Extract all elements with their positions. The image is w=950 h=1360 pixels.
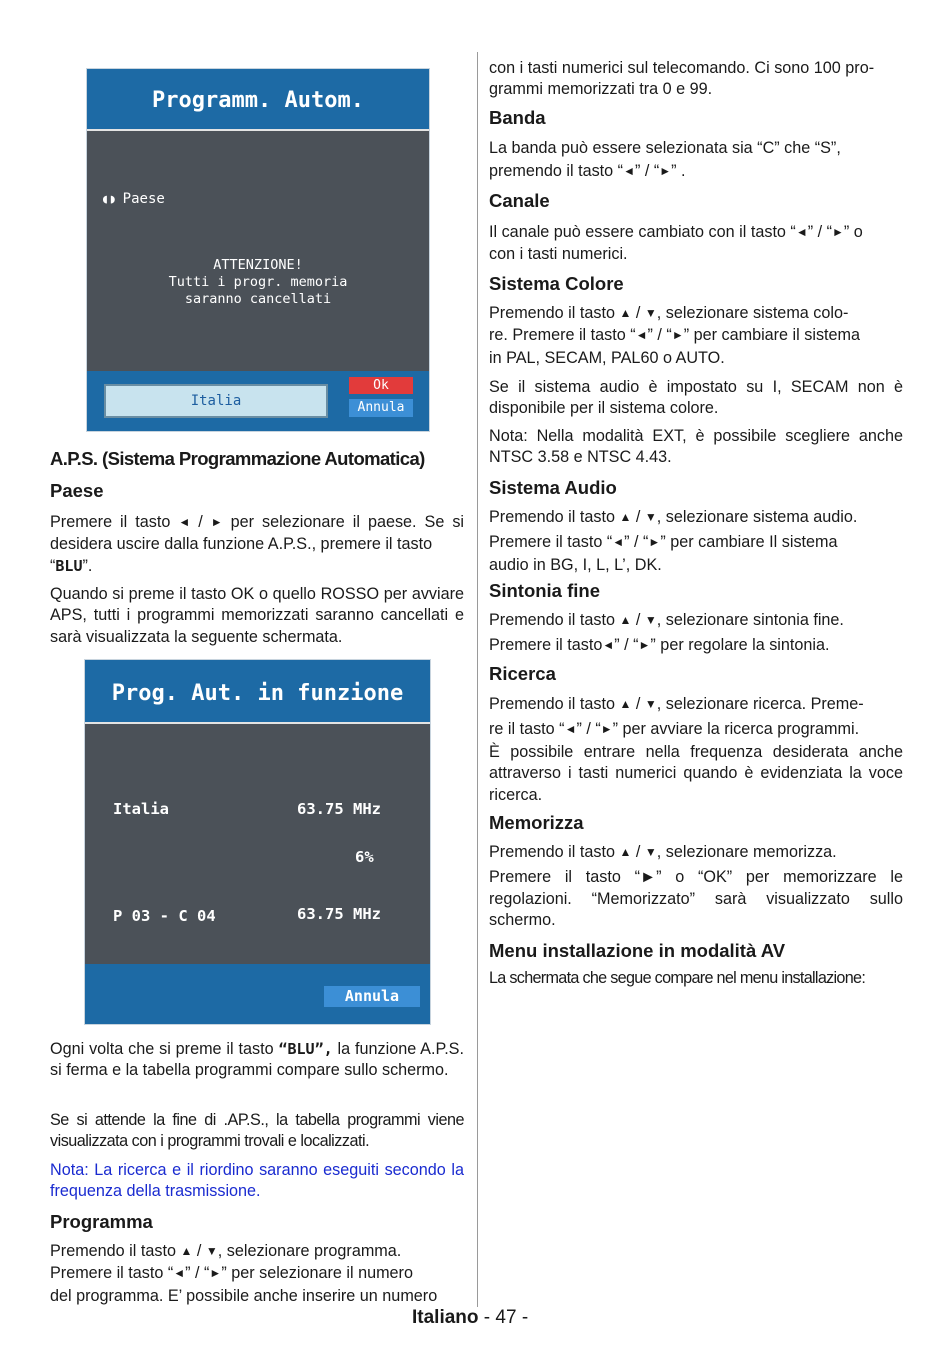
text-span: Ogni volta che si preme il tasto: [50, 1040, 274, 1058]
text-span: Premere il tasto: [50, 513, 171, 531]
aps-start-paragraph: Quando si preme il tasto OK o quello ROSSO per avviare APS, tutti i programmi memorizzati saranno cancellati e sarà visualizzata la seguente schermata.: [50, 585, 464, 646]
text-span: Premendo il tasto: [489, 695, 615, 713]
text-line: La banda può essere selezionata sia “C” che “S”,: [489, 139, 841, 157]
footer-language: Italiano: [412, 1307, 479, 1328]
av-heading: Menu installazione in modalità AV: [489, 940, 786, 961]
ok-button[interactable]: Ok: [349, 377, 413, 394]
blu-key: BLU: [55, 556, 83, 575]
intro-paragraph: [489, 58, 903, 101]
ricerca-paragraph: Premendo il tasto ▲ / ▼, selezionare ricerca. Preme- re il tasto “◄” / “►” per avviare la ricerca programmi. È possibile entrare nella frequenza desiderata anche attraverso i tasti numerici quando è evidenziata la voce ricerca.: [489, 694, 903, 806]
screen-body: [85, 722, 430, 964]
text-line: con i tasti numerici.: [489, 245, 628, 264]
text-span: premendo il tasto “: [489, 162, 624, 181]
auto-programming-screen: [86, 68, 430, 432]
canale-heading: Canale: [489, 190, 550, 211]
left-arrow-icon: ◄: [612, 535, 625, 550]
text-span: re. Premere il tasto “: [489, 326, 636, 345]
text-span: Premendo il tasto: [489, 611, 615, 629]
text-span: Premendo il tasto: [489, 508, 615, 526]
up-arrow-icon: ▲: [619, 306, 632, 320]
text-span: Premendo il tasto: [489, 304, 615, 322]
text-span: , selezionare sistema colo-: [656, 304, 849, 322]
screen-footer: [87, 371, 429, 431]
right-arrow-icon: ►: [209, 1266, 222, 1281]
text-span: ” per cambiare il sistema: [683, 326, 861, 345]
left-arrow-icon: ◄: [635, 328, 648, 343]
left-arrow-icon: ◄: [564, 722, 577, 737]
page-number: - 47 -: [483, 1307, 529, 1328]
text-span: ” per cambiare Il sistema: [660, 533, 838, 552]
programma-paragraph: Premendo il tasto ▲ / ▼, selezionare programma. Premere il tasto “◄” / “►” per selezionare il numero del programma. E’ possibile anche inserire un numero: [50, 1242, 438, 1305]
text-line: con i tasti numerici sul telecomando. Ci sono 100 pro-: [489, 59, 875, 77]
left-arrow-icon: ◄: [795, 225, 808, 239]
memorizza-paragraph: Premendo il tasto ▲ / ▼, selezionare memorizza. Premere il tasto “►” o “OK” per memorizzare le regolazioni. “Memorizzato” sarà visualizzato sullo schermo.: [489, 842, 903, 932]
text-span: “: [50, 556, 56, 575]
colore-heading: Sistema Colore: [489, 273, 624, 294]
text-span: , selezionare memorizza.: [656, 843, 837, 861]
warning-line: saranno cancellati: [184, 291, 332, 307]
progress-text: 6%: [355, 848, 374, 866]
text-span: del programma. E’ possibile anche inserire un numero: [50, 1286, 438, 1305]
frequency-text: 63.75 MHz: [297, 800, 381, 818]
banda-heading: Banda: [489, 107, 546, 128]
text-span: re il tasto “: [489, 720, 565, 739]
warning-line: Tutti i progr. memoria: [168, 274, 348, 290]
country-value-box[interactable]: Italia: [104, 384, 328, 418]
left-arrow-icon: ◄: [602, 638, 615, 653]
up-arrow-icon: ▲: [619, 697, 632, 711]
text-span: Premere il tasto: [489, 636, 603, 655]
fine-heading: Sintonia fine: [489, 580, 600, 601]
page-footer: [412, 1307, 528, 1329]
blu-key: “BLU”,: [278, 1040, 333, 1058]
right-arrow-icon: ►: [832, 225, 844, 239]
up-arrow-icon: ▲: [619, 613, 632, 627]
text-line: audio in BG, I, L, L’, DK.: [489, 555, 662, 574]
cancel-button[interactable]: Annula: [324, 986, 420, 1007]
audio-heading: Sistema Audio: [489, 477, 617, 498]
text-line: Premere il tasto “►” o “OK” per memorizzare le regolazioni. “Memorizzato” sarà visualizzato sullo schermo.: [489, 868, 903, 930]
up-arrow-icon: ▲: [180, 1244, 193, 1258]
text-span: Premendo il tasto: [50, 1242, 176, 1260]
warning-line: ATTENZIONE!: [213, 257, 303, 273]
banda-paragraph: La banda può essere selezionata sia “C” che “S”, premendo il tasto “◄” / “►” .: [489, 138, 903, 184]
text-span: , selezionare sistema audio.: [656, 508, 858, 526]
text-span: , selezionare ricerca. Preme-: [656, 695, 864, 713]
paese-paragraph: Premere il tasto ◄ / ► per selezionare il paese. Se si desidera uscire dalla funzione A.P.S., premere il tasto “BLU”.: [50, 513, 465, 575]
programma-heading: Programma: [50, 1211, 153, 1232]
screen-title: Programm. Autom.: [87, 69, 429, 129]
text-span: ” per regolare la sintonia.: [650, 636, 830, 655]
auto-programming-running-screen: [84, 659, 431, 1025]
text-span: desidera uscire dalla funzione A.P.S., premere il tasto: [50, 535, 433, 554]
text-span: ” o: [843, 223, 863, 241]
ricerca-heading: Ricerca: [489, 663, 556, 684]
audio-paragraph: Premendo il tasto ▲ / ▼, selezionare sistema audio. Premere il tasto “◄” / “►” per cambiare Il sistema audio in BG, I, L, L’, DK.: [489, 507, 903, 576]
up-arrow-icon: ▲: [619, 510, 632, 524]
text-span: , selezionare sintonia fine.: [656, 611, 844, 629]
colore-note: Nota: Nella modalità EXT, è possibile scegliere anche NTSC 3.58 e NTSC 4.43.: [489, 427, 903, 467]
text-span: Il canale può essere cambiato con il tasto “: [489, 223, 796, 241]
cancel-button[interactable]: Annula: [349, 399, 413, 417]
right-arrow-icon: ►: [659, 164, 672, 179]
av-paragraph: La schermata che segue compare nel menu installazione:: [489, 969, 866, 987]
canale-paragraph: Il canale può essere cambiato con il tasto “◄” / “►” o con i tasti numerici.: [489, 222, 903, 266]
aps-heading: A.P.S. (Sistema Programmazione Automatica): [50, 448, 425, 469]
text-span: Premere il tasto “: [50, 1264, 174, 1283]
colore-paragraph: Premendo il tasto ▲ / ▼, selezionare sistema colo- re. Premere il tasto “◄” / “►” per cambiare il sistema in PAL, SECAM, PAL60 o AUTO.: [489, 303, 903, 369]
screen-footer: [85, 964, 430, 1024]
end-aps-paragraph: Se si attende la fine di .AP.S., la tabella programmi viene visualizzata con i programmi trovali e localizzati.: [50, 1111, 464, 1151]
text-span: Premere il tasto “: [489, 533, 613, 552]
text-span: per selezionare il paese. Se si: [230, 513, 465, 531]
country-label: Paese: [122, 191, 165, 207]
text-line: in PAL, SECAM, PAL60 o AUTO.: [489, 348, 725, 367]
text-span: la funzione A.P.S. si ferma e la tabella programmi compare sullo schermo.: [50, 1040, 464, 1080]
down-arrow-icon: ▼: [644, 510, 657, 524]
text-span: ” .: [671, 162, 686, 181]
frequency-text: 63.75 MHz: [297, 905, 381, 923]
up-arrow-icon: ▲: [619, 845, 632, 859]
text-span: , selezionare programma.: [217, 1242, 402, 1260]
text-span: ” per selezionare il numero: [221, 1264, 413, 1283]
text-line: grammi memorizzati tra 0 e 99.: [489, 80, 713, 99]
text-span: ” per avviare la ricerca programmi.: [612, 720, 860, 739]
colore-audio-paragraph: Se il sistema audio è impostato su I, SECAM non è disponibile per il sistema colore.: [489, 378, 903, 418]
left-arrow-icon: ◄: [623, 164, 635, 179]
search-note: Nota: La ricerca e il riordino saranno eseguiti secondo la frequenza della trasmissione.: [50, 1161, 464, 1201]
left-arrow-icon: ◄: [178, 515, 191, 529]
left-arrow-icon: ◄: [173, 1266, 186, 1281]
blu-paragraph: [50, 1039, 464, 1082]
down-arrow-icon: ▼: [644, 845, 657, 859]
column-divider: [477, 52, 478, 1307]
screen-body: [87, 129, 429, 373]
text-span: ”.: [82, 556, 93, 575]
memorizza-heading: Memorizza: [489, 812, 584, 833]
warning-message: [87, 257, 429, 308]
select-arrows-icon: ◖◗: [101, 192, 117, 207]
country-text: Italia: [113, 800, 169, 818]
right-arrow-icon: ►: [638, 638, 651, 653]
right-arrow-icon: ►: [210, 515, 223, 529]
channel-text: P 03 - C 04: [113, 907, 216, 925]
screen-title: Prog. Aut. in funzione: [85, 660, 430, 722]
down-arrow-icon: ▼: [644, 306, 657, 320]
country-row[interactable]: [101, 191, 165, 207]
text-span: Premendo il tasto: [489, 843, 615, 861]
paese-heading: Paese: [50, 480, 104, 501]
right-arrow-icon: ►: [648, 535, 661, 550]
down-arrow-icon: ▼: [205, 1244, 218, 1258]
down-arrow-icon: ▼: [644, 613, 657, 627]
text-line: È possibile entrare nella frequenza desiderata anche attraverso i tasti numerici quando è evidenziata la voce ricerca.: [489, 742, 903, 804]
down-arrow-icon: ▼: [644, 697, 657, 711]
right-arrow-icon: ►: [600, 722, 613, 737]
right-arrow-icon: ►: [671, 328, 684, 343]
fine-paragraph: Premendo il tasto ▲ / ▼, selezionare sintonia fine. Premere il tasto◄” / “►” per regolare la sintonia.: [489, 610, 903, 658]
